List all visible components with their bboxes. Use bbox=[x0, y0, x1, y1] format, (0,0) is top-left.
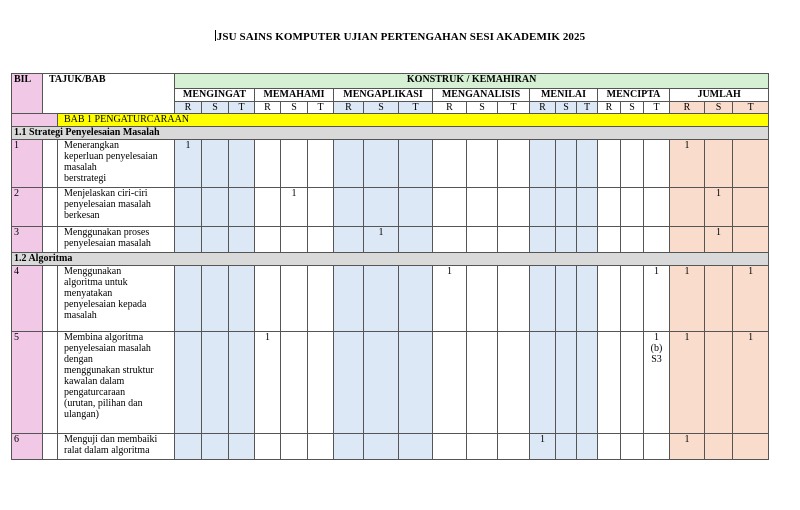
row-bil: 3 bbox=[12, 227, 43, 253]
row-tajuk bbox=[58, 188, 175, 227]
tajuk-line: berstrategi bbox=[64, 173, 107, 184]
tajuk-line: Menggunakan proses bbox=[64, 227, 150, 238]
score-cell bbox=[364, 332, 399, 434]
score-cell bbox=[308, 140, 334, 188]
tajuk-line: Menjelaskan ciri-ciri bbox=[64, 188, 148, 199]
score-cell bbox=[255, 188, 281, 227]
score-cell bbox=[577, 140, 598, 188]
tajuk-line: keperluan penyelesaian bbox=[64, 151, 158, 162]
score-cell bbox=[255, 266, 281, 332]
level-header-t: T bbox=[498, 102, 530, 114]
score-cell bbox=[598, 266, 621, 332]
bab-row bbox=[12, 114, 769, 127]
tajuk-line: kawalan dalam bbox=[64, 376, 125, 387]
score-cell bbox=[364, 188, 399, 227]
tajuk-line: berkesan bbox=[64, 210, 100, 221]
row-spacer bbox=[43, 266, 58, 332]
tajuk-line: menggunakan struktur bbox=[64, 365, 154, 376]
score-cell bbox=[598, 227, 621, 253]
tajuk-line: ulangan) bbox=[64, 409, 99, 420]
score-cell bbox=[433, 332, 467, 434]
group-header-mengingat: MENGINGAT bbox=[175, 89, 255, 102]
score-cell: 1 bbox=[733, 332, 769, 434]
score-cell bbox=[621, 188, 644, 227]
score-cell bbox=[281, 140, 308, 188]
score-cell bbox=[467, 434, 498, 460]
score-cell bbox=[229, 227, 255, 253]
score-cell bbox=[556, 266, 577, 332]
score-cell bbox=[467, 332, 498, 434]
tajuk-line: ralat dalam algoritma bbox=[64, 445, 150, 456]
level-header-r: R bbox=[670, 102, 705, 114]
score-cell bbox=[202, 188, 229, 227]
tajuk-line: Menguji dan membaiki bbox=[64, 434, 158, 445]
table-row bbox=[12, 227, 769, 253]
score-cell: 1 (b) S3 bbox=[644, 332, 670, 434]
score-cell bbox=[530, 332, 556, 434]
score-cell bbox=[433, 140, 467, 188]
score-cell: 1 bbox=[670, 266, 705, 332]
score-cell bbox=[598, 434, 621, 460]
table-row bbox=[12, 188, 769, 227]
level-header-s: S bbox=[556, 102, 577, 114]
row-tajuk bbox=[58, 140, 175, 188]
score-cell bbox=[334, 332, 364, 434]
header-konstruk: KONSTRUK / KEMAHIRAN bbox=[175, 74, 769, 89]
level-header-s: S bbox=[281, 102, 308, 114]
score-cell bbox=[705, 266, 733, 332]
row-bil: 6 bbox=[12, 434, 43, 460]
level-header-r: R bbox=[530, 102, 556, 114]
score-cell bbox=[498, 266, 530, 332]
level-header-t: T bbox=[308, 102, 334, 114]
section-row bbox=[12, 253, 769, 266]
score-cell bbox=[498, 332, 530, 434]
level-header-r: R bbox=[433, 102, 467, 114]
score-cell: 1 bbox=[733, 266, 769, 332]
score-cell bbox=[281, 332, 308, 434]
score-cell bbox=[229, 332, 255, 434]
score-cell bbox=[577, 266, 598, 332]
score-cell bbox=[308, 227, 334, 253]
score-cell: 1 bbox=[670, 140, 705, 188]
tajuk-line: penyelesaian masalah bbox=[64, 343, 151, 354]
score-cell bbox=[229, 266, 255, 332]
score-cell bbox=[399, 188, 433, 227]
row-bil: 4 bbox=[12, 266, 43, 332]
document-title-text: JSU SAINS KOMPUTER UJIAN PERTENGAHAN SESI AKADEMIK 2025 bbox=[216, 31, 586, 43]
row-spacer bbox=[43, 434, 58, 460]
group-header-memahami: MEMAHAMI bbox=[255, 89, 334, 102]
score-cell bbox=[705, 434, 733, 460]
score-cell bbox=[530, 266, 556, 332]
score-cell bbox=[433, 188, 467, 227]
jsu-table bbox=[11, 73, 769, 460]
tajuk-line: penyelesaian masalah bbox=[64, 199, 151, 210]
table-row bbox=[12, 140, 769, 188]
score-cell bbox=[598, 188, 621, 227]
score-cell bbox=[334, 227, 364, 253]
score-cell bbox=[175, 227, 202, 253]
level-header-t: T bbox=[229, 102, 255, 114]
group-header-mengaplikasi: MENGAPLIKASI bbox=[334, 89, 433, 102]
score-cell bbox=[577, 188, 598, 227]
row-bil: 2 bbox=[12, 188, 43, 227]
score-cell bbox=[467, 140, 498, 188]
level-header-t: T bbox=[733, 102, 769, 114]
text-cursor bbox=[215, 30, 216, 41]
row-spacer bbox=[43, 332, 58, 434]
score-cell: 1 bbox=[644, 266, 670, 332]
row-bil: 5 bbox=[12, 332, 43, 434]
score-cell bbox=[281, 266, 308, 332]
score-cell bbox=[644, 188, 670, 227]
score-cell bbox=[530, 140, 556, 188]
score-cell: 1 bbox=[364, 227, 399, 253]
score-cell bbox=[229, 188, 255, 227]
level-header-r: R bbox=[255, 102, 281, 114]
tajuk-line: penyelesaian kepada bbox=[64, 299, 147, 310]
table-row bbox=[12, 434, 769, 460]
score-cell bbox=[433, 434, 467, 460]
score-cell bbox=[308, 188, 334, 227]
score-cell bbox=[308, 434, 334, 460]
tajuk-line: algoritma untuk bbox=[64, 277, 128, 288]
score-cell bbox=[175, 266, 202, 332]
score-cell bbox=[621, 266, 644, 332]
score-cell bbox=[577, 332, 598, 434]
header-bil: BIL bbox=[12, 74, 43, 114]
score-cell bbox=[705, 332, 733, 434]
score-cell bbox=[255, 140, 281, 188]
score-cell bbox=[644, 140, 670, 188]
section-row bbox=[12, 127, 769, 140]
row-tajuk bbox=[58, 227, 175, 253]
tajuk-line: Membina algoritma bbox=[64, 332, 144, 343]
score-cell: 1 bbox=[255, 332, 281, 434]
header-tajuk: TAJUK/BAB bbox=[43, 74, 175, 114]
score-cell bbox=[530, 227, 556, 253]
tajuk-line: (urutan, pilihan dan bbox=[64, 398, 143, 409]
level-header-t: T bbox=[577, 102, 598, 114]
score-cell bbox=[175, 434, 202, 460]
score-cell bbox=[733, 188, 769, 227]
score-cell bbox=[202, 434, 229, 460]
row-spacer bbox=[43, 188, 58, 227]
tajuk-line: penyelesaian masalah bbox=[64, 238, 151, 249]
score-cell: 1 bbox=[281, 188, 308, 227]
score-cell bbox=[556, 332, 577, 434]
row-spacer bbox=[43, 227, 58, 253]
score-cell bbox=[498, 188, 530, 227]
score-cell bbox=[556, 188, 577, 227]
table-row bbox=[12, 332, 769, 434]
score-cell bbox=[202, 227, 229, 253]
tajuk-line: masalah bbox=[64, 310, 97, 321]
score-cell bbox=[364, 140, 399, 188]
score-cell bbox=[705, 140, 733, 188]
score-cell bbox=[644, 434, 670, 460]
score-cell bbox=[308, 332, 334, 434]
tajuk-line: dengan bbox=[64, 354, 93, 365]
score-cell bbox=[364, 434, 399, 460]
score-cell bbox=[556, 434, 577, 460]
score-cell bbox=[733, 140, 769, 188]
score-cell bbox=[577, 227, 598, 253]
table-row bbox=[12, 266, 769, 332]
row-tajuk bbox=[58, 332, 175, 434]
score-cell bbox=[202, 332, 229, 434]
score-cell bbox=[556, 227, 577, 253]
score-cell bbox=[399, 266, 433, 332]
score-cell bbox=[308, 266, 334, 332]
score-cell bbox=[334, 188, 364, 227]
level-header-r: R bbox=[175, 102, 202, 114]
level-header-t: T bbox=[399, 102, 433, 114]
score-cell bbox=[229, 434, 255, 460]
tajuk-line: Menggunakan bbox=[64, 266, 122, 277]
score-cell bbox=[530, 188, 556, 227]
score-cell bbox=[255, 434, 281, 460]
group-header-menganalisis: MENGANALISIS bbox=[433, 89, 530, 102]
group-header-menilai: MENILAI bbox=[530, 89, 598, 102]
row-bil: 1 bbox=[12, 140, 43, 188]
score-cell bbox=[467, 188, 498, 227]
score-cell bbox=[334, 266, 364, 332]
tajuk-line: masalah bbox=[64, 162, 97, 173]
score-cell: 1 bbox=[705, 227, 733, 253]
score-cell: 1 bbox=[433, 266, 467, 332]
level-header-s: S bbox=[621, 102, 644, 114]
score-cell: 1 bbox=[705, 188, 733, 227]
tajuk-line: menyatakan bbox=[64, 288, 113, 299]
score-cell bbox=[644, 227, 670, 253]
score-cell bbox=[621, 332, 644, 434]
score-cell bbox=[399, 227, 433, 253]
score-cell bbox=[175, 188, 202, 227]
score-cell bbox=[670, 188, 705, 227]
score-cell bbox=[621, 140, 644, 188]
score-cell bbox=[229, 140, 255, 188]
level-header-s: S bbox=[364, 102, 399, 114]
score-cell bbox=[467, 227, 498, 253]
score-cell bbox=[498, 140, 530, 188]
row-spacer bbox=[43, 140, 58, 188]
level-header-t: T bbox=[644, 102, 670, 114]
score-cell bbox=[281, 227, 308, 253]
section-title: 1.2 Algoritma bbox=[12, 253, 769, 266]
score-cell bbox=[621, 434, 644, 460]
level-header-s: S bbox=[467, 102, 498, 114]
score-cell bbox=[281, 434, 308, 460]
score-cell bbox=[577, 434, 598, 460]
bab-spacer bbox=[12, 114, 58, 127]
score-cell bbox=[598, 140, 621, 188]
level-header-r: R bbox=[598, 102, 621, 114]
score-cell: 1 bbox=[175, 140, 202, 188]
score-cell bbox=[433, 227, 467, 253]
score-cell bbox=[733, 227, 769, 253]
section-title: 1.1 Strategi Penyelesaian Masalah bbox=[12, 127, 769, 140]
score-cell bbox=[598, 332, 621, 434]
score-cell bbox=[202, 266, 229, 332]
score-cell bbox=[202, 140, 229, 188]
score-cell bbox=[670, 227, 705, 253]
score-cell bbox=[399, 332, 433, 434]
score-cell bbox=[334, 140, 364, 188]
score-cell: 1 bbox=[530, 434, 556, 460]
score-cell bbox=[621, 227, 644, 253]
document-title bbox=[0, 30, 800, 43]
score-cell: 1 bbox=[670, 332, 705, 434]
tajuk-line: Menerangkan bbox=[64, 140, 119, 151]
score-cell bbox=[175, 332, 202, 434]
score-cell bbox=[399, 434, 433, 460]
score-cell bbox=[255, 227, 281, 253]
level-header-s: S bbox=[705, 102, 733, 114]
score-cell bbox=[498, 434, 530, 460]
group-header-mencipta: MENCIPTA bbox=[598, 89, 670, 102]
score-cell: 1 bbox=[670, 434, 705, 460]
level-header-r: R bbox=[334, 102, 364, 114]
score-cell bbox=[334, 434, 364, 460]
score-cell bbox=[364, 266, 399, 332]
score-cell bbox=[399, 140, 433, 188]
score-cell bbox=[467, 266, 498, 332]
level-header-s: S bbox=[202, 102, 229, 114]
score-cell bbox=[498, 227, 530, 253]
score-cell bbox=[733, 434, 769, 460]
score-cell bbox=[556, 140, 577, 188]
row-tajuk bbox=[58, 266, 175, 332]
row-tajuk bbox=[58, 434, 175, 460]
bab-title: BAB 1 PENGATURCARAAN bbox=[58, 114, 769, 127]
group-header-jumlah: JUMLAH bbox=[670, 89, 769, 102]
tajuk-line: pengaturcaraan bbox=[64, 387, 126, 398]
